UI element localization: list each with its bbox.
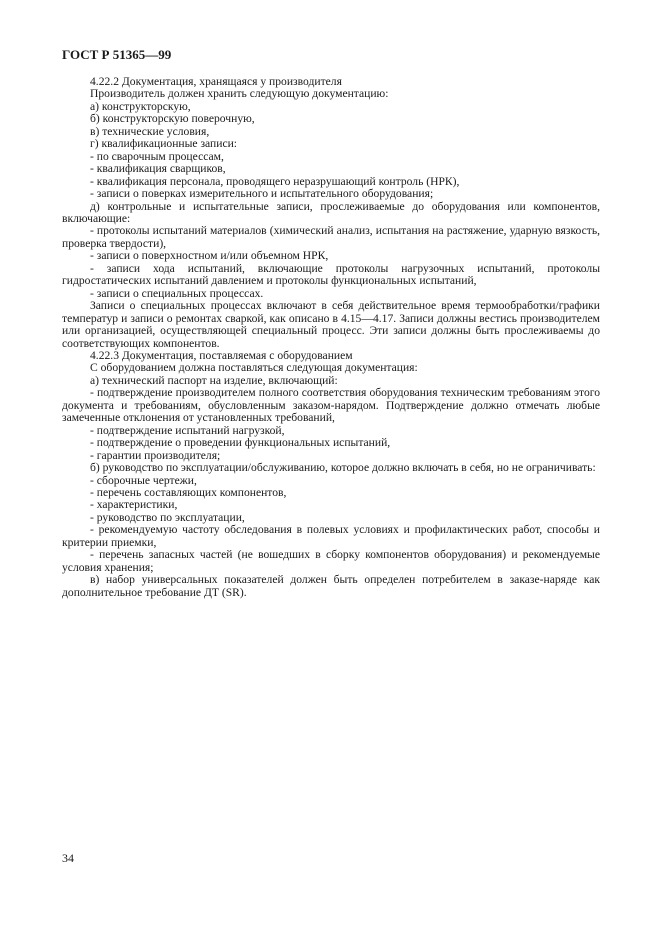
document-body — [62, 76, 600, 599]
paragraph: Производитель должен хранить следующую документацию: — [90, 87, 389, 101]
list-item: - сборочные чертежи, — [90, 473, 197, 487]
list-item: - записи о поверках измерительного и испытательного оборудования; — [90, 187, 434, 201]
section-heading-4-22-2: 4.22.2 Документация, хранящаяся у производителя — [90, 75, 342, 88]
list-item: - квалификация сварщиков, — [90, 162, 226, 176]
list-item: - рекомендуемую частоту обследования в полевых условиях и профилактических работ, способы и критерии приемки, — [62, 523, 600, 549]
section-heading-4-22-3: 4.22.3 Документация, поставляемая с оборудованием — [90, 348, 353, 362]
list-item: - перечень запасных частей (не вошедших в сборку компонентов оборудования) и рекомендуемые условия хранения; — [62, 548, 600, 574]
list-item: - протоколы испытаний материалов (химический анализ, испытания на растяжение, ударную вязкость, проверка твердости), — [62, 224, 600, 250]
list-item: - квалификация персонала, проводящего неразрушающий контроль (НРК), — [90, 174, 460, 188]
list-item: б) руководство по эксплуатации/обслуживанию, которое должно включать в себя, но не ограничивать: — [90, 461, 596, 475]
page-number: 34 — [62, 851, 74, 865]
list-item: в) технические условия, — [90, 124, 210, 138]
paragraph: Записи о специальных процессах включают в себя действительное время термообработки/графики температур и записи о ремонтах сваркой, как описано в 4.15—4.17. Записи должны вестись производителем или организацией, осуществляющей специальный процесс. Эти записи должны быть прослеживаемы до соответствующих компонентов. — [62, 299, 600, 350]
list-item: а) технический паспорт на изделие, включающий: — [90, 373, 338, 387]
list-item: - руководство по эксплуатации, — [90, 510, 245, 524]
list-item: - подтверждение испытаний нагрузкой, — [90, 423, 285, 437]
list-item: - подтверждение о проведении функциональных испытаний, — [90, 436, 391, 450]
list-item: г) квалификационные записи: — [90, 137, 238, 151]
list-item: - характеристики, — [90, 498, 178, 512]
document-header: ГОСТ Р 51365—99 — [62, 47, 172, 62]
list-item: - гарантии производителя; — [90, 448, 221, 462]
list-item: д) контрольные и испытательные записи, прослеживаемые до оборудования или компонентов, включающие: — [62, 199, 600, 225]
list-item: - подтверждение производителем полного соответствия оборудования техническим требованиям этого документа и требованиям, обусловленным заказом-нарядом. Подтверждение должно отмечать любые замеченные отклонения от установленных требований, — [62, 386, 600, 425]
list-item: - записи хода испытаний, включающие протоколы нагрузочных испытаний, протоколы гидростатических испытаний давлением и протоколы функциональных испытаний, — [62, 261, 600, 288]
list-item: - записи о специальных процессах. — [90, 286, 264, 300]
list-item: в) набор универсальных показателей должен быть определен потребителем в заказе-наряде как дополнительное требование ДТ (SR). — [62, 573, 600, 599]
list-item: б) конструкторскую поверочную, — [90, 112, 255, 126]
list-item: - по сварочным процессам, — [90, 149, 224, 163]
list-item: - перечень составляющих компонентов, — [90, 485, 287, 499]
paragraph: С оборудованием должна поставляться следующая документация: — [90, 361, 418, 375]
list-item: а) конструкторскую, — [90, 99, 191, 113]
list-item: - записи о поверхностном и/или объемном НРК, — [90, 249, 329, 263]
